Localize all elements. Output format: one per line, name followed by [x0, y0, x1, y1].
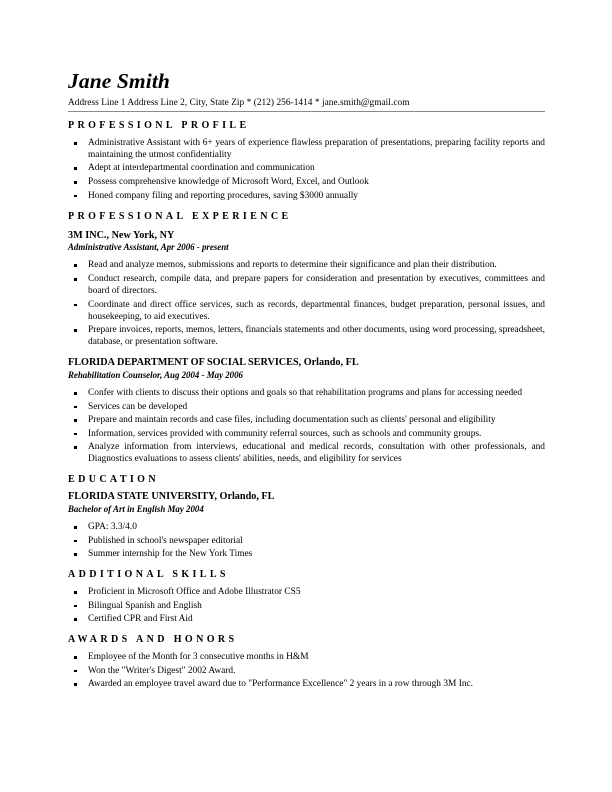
employer-name: FLORIDA DEPARTMENT OF SOCIAL SERVICES, Orlando, FL: [68, 357, 359, 369]
education-entry: [68, 491, 545, 560]
experience-entry-3m: [68, 230, 545, 349]
list-item: Summer internship for the New York Times: [68, 548, 545, 560]
professional-profile-list: [68, 137, 545, 202]
list-item: Won the "Writer's Digest" 2002 Award.: [68, 665, 545, 677]
list-item: Administrative Assistant with 6+ years of experience flawless preparation of presentations, preparing facility reports and maintaining the utmost confidentiality: [68, 137, 545, 161]
list-item: Employee of the Month for 3 consecutive months in H&M: [68, 651, 545, 663]
awards-and-honors-list: [68, 651, 545, 690]
list-item: Adept at interdepartmental coordination and communication: [68, 162, 545, 174]
experience-bullet-list: [68, 259, 545, 348]
section-heading-awards-and-honors: AWARDS AND HONORS: [68, 634, 238, 646]
list-item: Services can be developed: [68, 401, 545, 413]
section-heading-professional-experience: PROFESSIONAL EXPERIENCE: [68, 210, 292, 222]
list-item: Information, services provided with community referral sources, such as schools and community groups.: [68, 428, 545, 440]
list-item: Certified CPR and First Aid: [68, 613, 545, 625]
list-item: Conduct research, compile data, and prepare papers for consideration and presentation by executives, committees and board of directors.: [68, 273, 545, 297]
list-item: Confer with clients to discuss their options and goals so that rehabilitation programs and plans for accessing needed: [68, 387, 545, 399]
list-item: Honed company filing and reporting procedures, saving $3000 annually: [68, 190, 545, 202]
list-item: Analyze information from interviews, educational and medical records, consultation with other professionals, and Diagnostics evaluations to assess clients' abilities, needs, and eligibility for services: [68, 441, 545, 465]
job-title-dates: Rehabilitation Counselor, Aug 2004 - May 2006: [68, 369, 243, 380]
list-item: Prepare invoices, reports, memos, letters, financials statements and other documents, using word processing, spreadsheet, database, or presentation software.: [68, 324, 545, 348]
section-heading-education: EDUCATION: [68, 474, 159, 486]
list-item: Prepare and maintain records and case files, including documentation such as clients' personal and eligibility: [68, 414, 545, 426]
section-heading-additional-skills: ADDITIONAL SKILLS: [68, 569, 229, 581]
list-item: Coordinate and direct office services, such as records, departmental finances, budget preparation, personal issues, and housekeeping, to aid executives.: [68, 299, 545, 323]
list-item: Awarded an employee travel award due to "Performance Excellence" 2 years in a row through 3M Inc.: [68, 678, 545, 690]
experience-bullet-list: [68, 387, 545, 465]
experience-entry-florida-dss: [68, 357, 545, 465]
candidate-name: Jane Smith: [68, 69, 170, 93]
education-bullet-list: [68, 521, 545, 560]
list-item: Possess comprehensive knowledge of Microsoft Word, Excel, and Outlook: [68, 176, 545, 188]
list-item: Proficient in Microsoft Office and Adobe Illustrator CS5: [68, 586, 545, 598]
list-item: Bilingual Spanish and English: [68, 600, 545, 612]
job-title-dates: Administrative Assistant, Apr 2006 - present: [68, 242, 229, 253]
school-name: FLORIDA STATE UNIVERSITY, Orlando, FL: [68, 491, 275, 503]
employer-name: 3M INC., New York, NY: [68, 229, 175, 241]
additional-skills-list: [68, 586, 545, 625]
list-item: GPA: 3.3/4.0: [68, 521, 545, 533]
degree-line: Bachelor of Art in English May 2004: [68, 503, 204, 514]
contact-line: Address Line 1 Address Line 2, City, State Zip * (212) 256-1414 * jane.smith@gmail.com: [68, 98, 545, 112]
list-item: Read and analyze memos, submissions and reports to determine their significance and plan their distribution.: [68, 259, 545, 271]
section-heading-professional-profile: PROFESSIONL PROFILE: [68, 119, 250, 131]
list-item: Published in school's newspaper editorial: [68, 535, 545, 547]
